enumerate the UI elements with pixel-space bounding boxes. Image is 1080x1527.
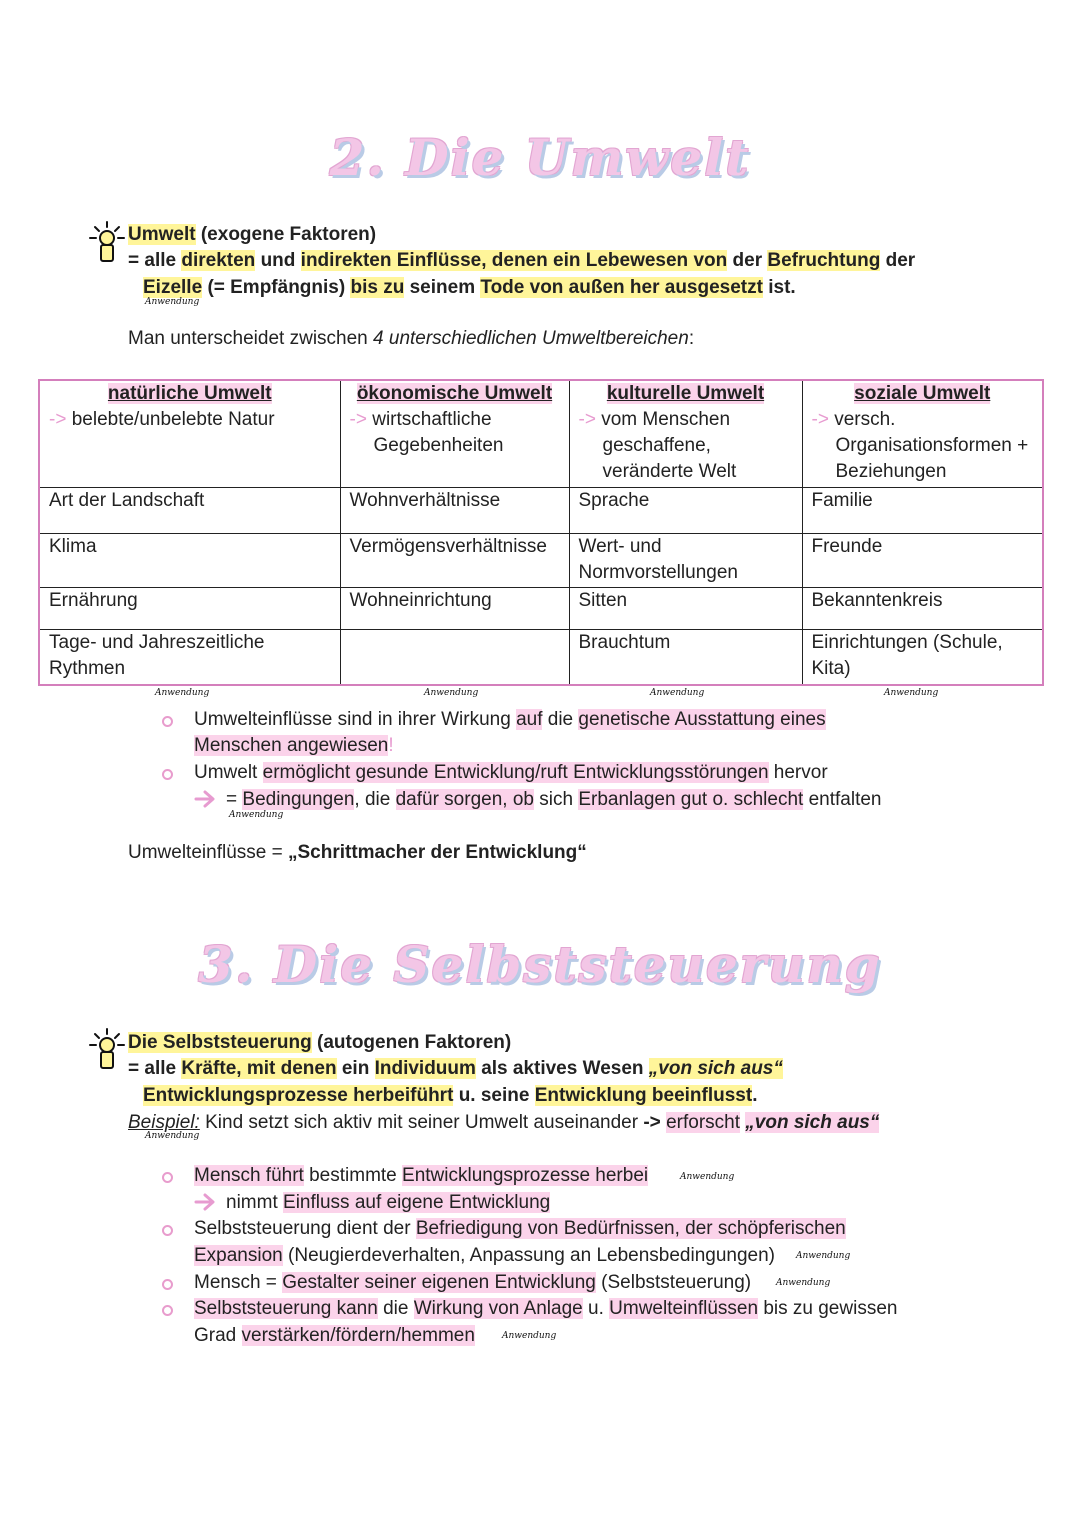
- bullet-circle-icon: [162, 1279, 173, 1290]
- umwelt-definition-title: Umwelt (exogene Faktoren): [128, 224, 377, 245]
- annotation-note: Anwendung: [145, 297, 200, 307]
- table-cell: Wohnverhältnisse: [340, 488, 569, 534]
- bullet-circle-icon: [162, 716, 173, 727]
- umwelt-summary: Umwelteinflüsse = „Schrittmacher der Entwicklung“: [128, 842, 587, 863]
- table-row: [39, 630, 1043, 685]
- table-cell: Einrichtungen (Schule, Kita): [802, 630, 1043, 685]
- table-cell: Klima: [39, 534, 340, 588]
- section-heading-selbststeuerung: 3. Die Selbststeuerung: [198, 935, 882, 994]
- table-cell: Bekanntenkreis: [802, 588, 1043, 630]
- table-row: [39, 488, 1043, 534]
- annotation-note: Anwendung: [424, 688, 479, 698]
- annotation-note: Anwendung: [884, 688, 939, 698]
- annotation-note: Anwendung: [680, 1172, 735, 1182]
- table-cell: Wert- und Normvorstellungen: [569, 534, 802, 588]
- selbststeuerung-definition-title: Die Selbststeuerung (autogenen Faktoren): [128, 1032, 512, 1053]
- bullet-mensch-fuehrt: Mensch führt bestimmte Entwicklungsprozesse herbei: [194, 1165, 649, 1186]
- selbststeuerung-example: Beispiel: Kind setzt sich aktiv mit seiner Umwelt auseinander -> erforscht „von sich aus“: [128, 1112, 880, 1133]
- table-row: [39, 534, 1043, 588]
- sub-nimmt-einfluss: nimmt Einfluss auf eigene Entwicklung: [226, 1192, 551, 1213]
- table-cell: Art der Landschaft: [39, 488, 340, 534]
- annotation-note: Anwendung: [502, 1331, 557, 1341]
- table-header-cell: natürliche Umwelt -> belebte/unbelebte Natur: [39, 380, 340, 488]
- annotation-note: Anwendung: [145, 1131, 200, 1141]
- bullet-selbststeuerung-dient: Selbststeuerung dient der Befriedigung von Bedürfnissen, der schöpferischen: [194, 1218, 846, 1239]
- bullet-circle-icon: [162, 1172, 173, 1183]
- umwelt-table: [38, 379, 1044, 686]
- table-cell: Tage- und Jahreszeitliche Rythmen: [39, 630, 340, 685]
- bullet-circle-icon: [162, 1305, 173, 1316]
- annotation-note: Anwendung: [229, 810, 284, 820]
- bullet-selbststeuerung-dient-cont: Expansion (Neugierdeverhalten, Anpassung an Lebensbedingungen): [194, 1245, 776, 1266]
- umwelt-definition-line3: Eizelle (= Empfängnis) bis zu seinem Tode von außen her ausgesetzt ist.: [143, 277, 796, 298]
- bullet-selbststeuerung-kann-cont: Grad verstärken/fördern/hemmen: [194, 1325, 475, 1346]
- bullet-circle-icon: [162, 1225, 173, 1236]
- annotation-note: Anwendung: [650, 688, 705, 698]
- lightbulb-icon: [88, 1027, 126, 1071]
- umwelt-definition-line2: = alle direkten und indirekten Einflüsse, denen ein Lebewesen von der Befruchtung der: [128, 250, 916, 271]
- table-header-cell: ökonomische Umwelt -> wirtschaftliche Gegebenheiten: [340, 380, 569, 488]
- table-cell: Freunde: [802, 534, 1043, 588]
- arrow-right-icon: [194, 790, 216, 808]
- bullet-mensch-gestalter: Mensch = Gestalter seiner eigenen Entwicklung (Selbststeuerung): [194, 1272, 752, 1293]
- arrow-right-icon: [194, 1193, 216, 1211]
- bullet-umwelteinfluesse: Umwelteinflüsse sind in ihrer Wirkung auf die genetische Ausstattung eines: [194, 709, 826, 730]
- table-cell: [340, 630, 569, 685]
- table-cell: Vermögensverhältnisse: [340, 534, 569, 588]
- table-header-cell: soziale Umwelt -> versch. Organisationsformen + Beziehungen: [802, 380, 1043, 488]
- table-header-cell: kulturelle Umwelt -> vom Menschen geschaffene, veränderte Welt: [569, 380, 802, 488]
- table-cell: Ernährung: [39, 588, 340, 630]
- selbststeuerung-definition-line3: Entwicklungsprozesse herbeiführt u. seine Entwicklung beeinflusst.: [143, 1085, 758, 1106]
- sub-bedingungen: = Bedingungen, die dafür sorgen, ob sich Erbanlagen gut o. schlecht entfalten: [226, 789, 882, 810]
- table-row: [39, 588, 1043, 630]
- annotation-note: Anwendung: [155, 688, 210, 698]
- bullet-umwelteinfluesse-cont: Menschen angewiesen!: [194, 735, 394, 756]
- table-cell: Sprache: [569, 488, 802, 534]
- bullet-umwelt-entwicklung: Umwelt ermöglicht gesunde Entwicklung/ruft Entwicklungsstörungen hervor: [194, 762, 828, 783]
- table-cell: Brauchtum: [569, 630, 802, 685]
- selbststeuerung-definition-line2: = alle Kräfte, mit denen ein Individuum als aktives Wesen „von sich aus“: [128, 1058, 783, 1079]
- table-cell: Wohneinrichtung: [340, 588, 569, 630]
- annotation-note: Anwendung: [796, 1251, 851, 1261]
- lightbulb-icon: [88, 220, 126, 264]
- table-cell: Familie: [802, 488, 1043, 534]
- section-heading-umwelt: 2. Die Umwelt: [329, 128, 751, 187]
- annotation-note: Anwendung: [776, 1278, 831, 1288]
- table-cell: Sitten: [569, 588, 802, 630]
- umwelt-intro: Man unterscheidet zwischen 4 unterschiedlichen Umweltbereichen:: [128, 328, 695, 349]
- bullet-circle-icon: [162, 769, 173, 780]
- bullet-selbststeuerung-kann: Selbststeuerung kann die Wirkung von Anlage u. Umwelteinflüssen bis zu gewissen: [194, 1298, 898, 1319]
